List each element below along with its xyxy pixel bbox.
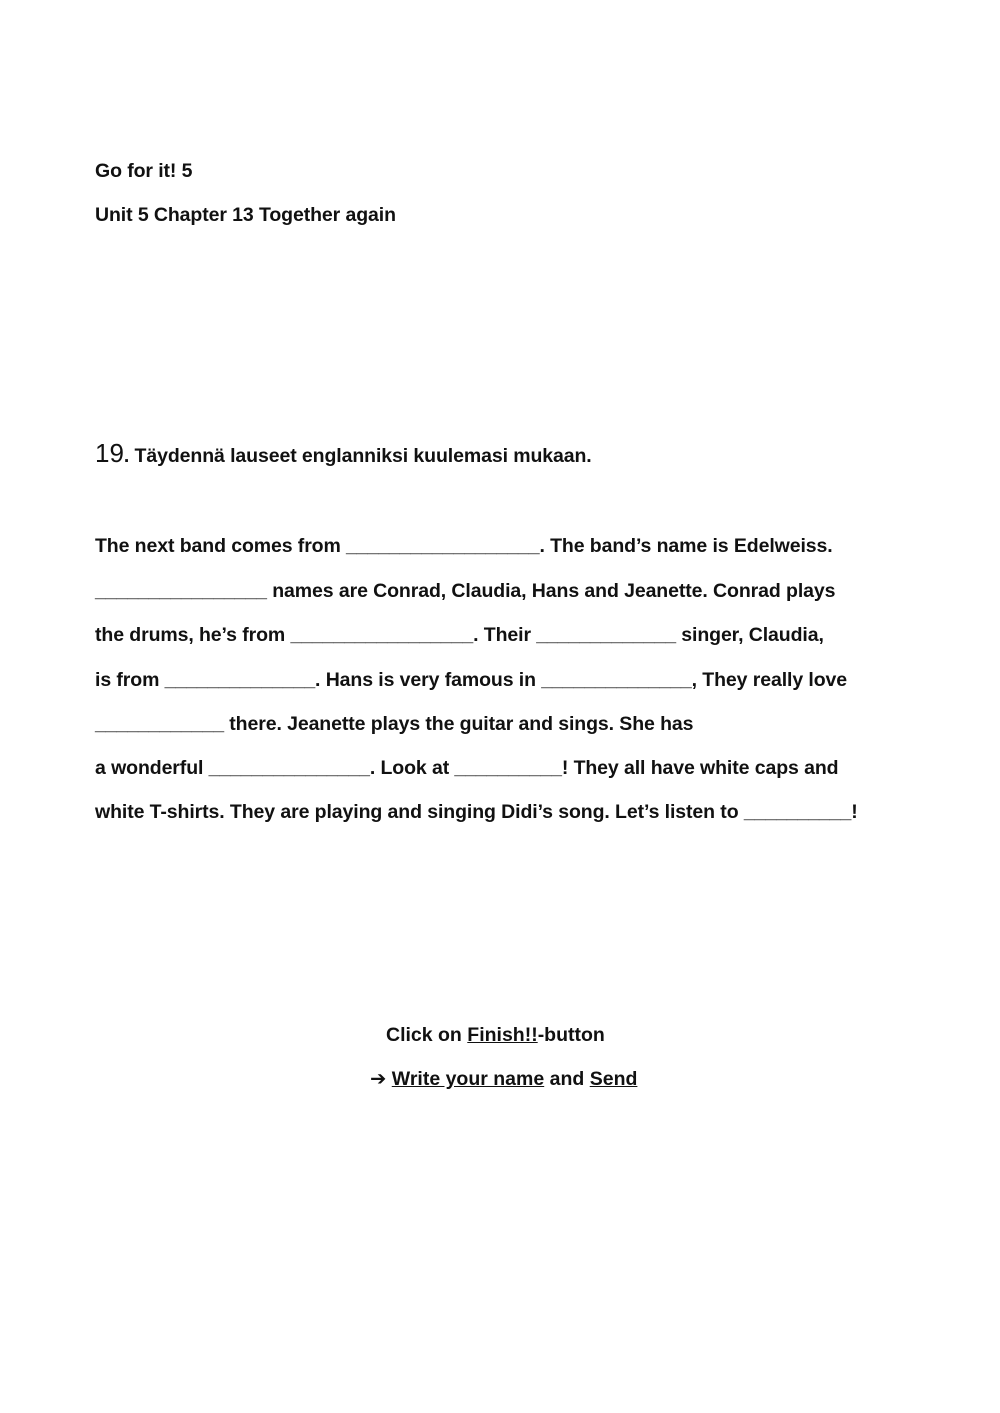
text-line-3: the drums, he’s from _________________. Their _____________ singer, Claudia, [95, 624, 824, 646]
worksheet-title: Go for it! 5 [95, 160, 193, 182]
text-line-6: a wonderful _______________. Look at __________! They all have white caps and [95, 757, 839, 779]
arrow-right-icon: ➔ [370, 1068, 387, 1090]
text-line-1: The next band comes from __________________. The band’s name is Edelweiss. [95, 535, 833, 557]
worksheet-subtitle: Unit 5 Chapter 13 Together again [95, 204, 396, 226]
finish-suffix: -button [537, 1024, 605, 1046]
text-line-7: white T-shirts. They are playing and singing Didi’s song. Let’s listen to __________! [95, 801, 858, 823]
write-name-link[interactable]: Write your name [391, 1068, 545, 1090]
exercise-instruction: . Täydennä lauseet englanniksi kuulemasi mukaan. [123, 445, 592, 467]
finish-prefix: Click on [386, 1024, 468, 1046]
send-link[interactable]: Send [589, 1068, 638, 1090]
text-line-2: ________________ names are Conrad, Claudia, Hans and Jeanette. Conrad plays [95, 580, 836, 602]
exercise-heading [95, 438, 592, 468]
text-line-5: ____________ there. Jeanette plays the guitar and sings. She has [95, 713, 694, 735]
finish-instruction [386, 1023, 605, 1047]
text-line-4: is from ______________. Hans is very famous in ______________, They really love [95, 669, 848, 691]
and-text: and [544, 1068, 590, 1090]
exercise-number: 19 [95, 438, 124, 468]
finish-button-link[interactable]: Finish!! [467, 1024, 538, 1046]
send-instruction [370, 1067, 637, 1091]
